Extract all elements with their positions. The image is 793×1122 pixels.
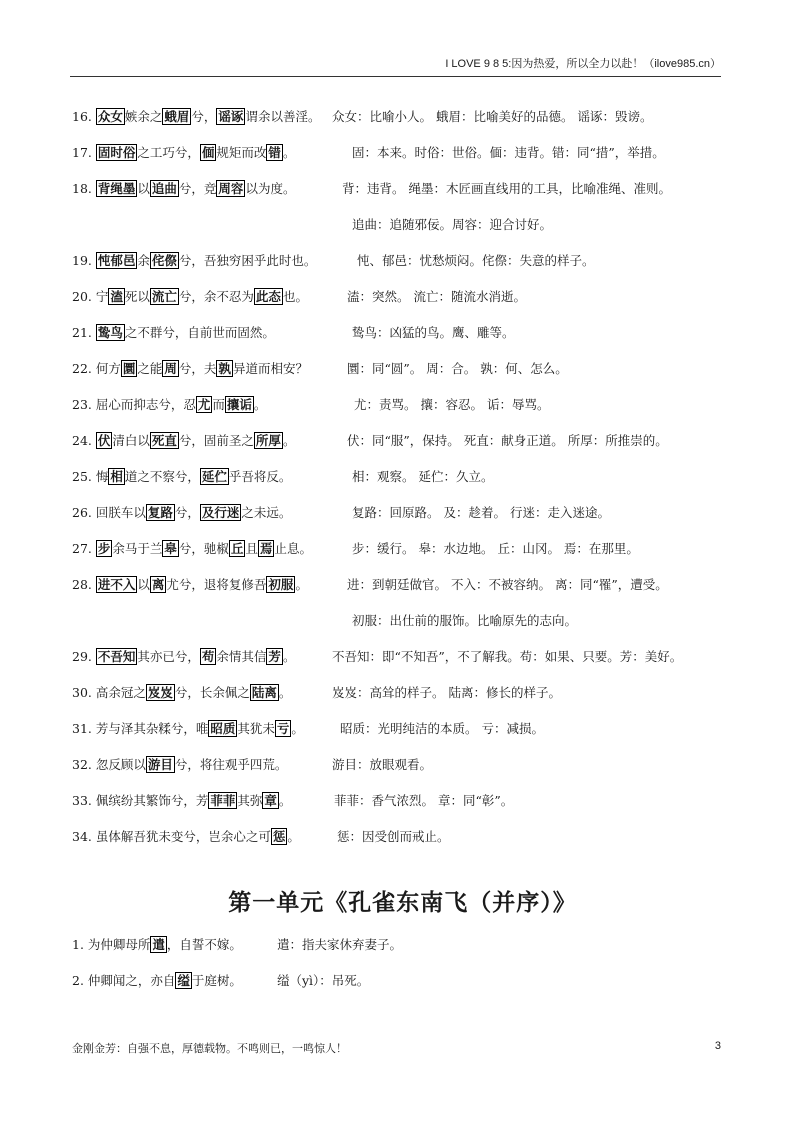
sentence-text: 兮， [174,505,200,520]
original-sentence [72,575,347,593]
highlighted-word: 追曲 [151,181,177,196]
vocab-entry [72,638,733,674]
sentence-text: 余 [137,253,150,268]
sentence-text: 余马于兰 [112,541,163,556]
sentence-text: 兮，驰椒 [178,541,229,556]
annotation: 进：到朝廷做官。 不入：不被容纳。 离：同“罹”，遭受。 [347,577,668,592]
sentence-text: 23. 屈心而抑志兮，忍 [72,397,196,412]
annotation: 不吾知：即“不知吾”，不了解我。苟：如果、只要。芳：美好。 [332,649,683,664]
highlighted-word: 芳 [268,649,281,664]
original-sentence [72,935,277,953]
sentence-text: 兮， [191,109,217,124]
annotation: 背：违背。 绳墨：木匠画直线用的工具，比喻准绳、准则。 [342,181,671,196]
sentence-text: 25. 悔 [72,469,109,484]
vocab-list-kongque [72,926,733,998]
highlighted-word: 复路 [147,505,173,520]
annotation: 忳、郁邑：忧愁烦闷。侘傺：失意的样子。 [357,253,595,268]
sentence-text: 于庭树。 [191,973,242,988]
sentence-text: 28. [72,577,96,592]
sentence-text: 。 [278,685,292,700]
sentence-text: 且 [245,541,258,556]
sentence-text: 其犹未 [237,721,275,736]
sentence-text: 死以 [124,289,150,304]
highlighted-word: 众女 [97,109,123,124]
annotation: 鸷鸟：凶猛的鸟。鹰、雕等。 [352,325,515,340]
highlighted-word: 相 [110,469,123,484]
annotation: 复路：回原路。 及：趁着。 行迷：走入迷途。 [352,505,610,520]
sentence-text: 之未远。 [241,505,292,520]
highlighted-word: 陆离 [251,685,277,700]
vocab-entry [72,98,733,134]
highlighted-word: 蛾眉 [164,109,190,124]
sentence-text: 以 [137,577,150,592]
highlighted-word: 苟 [201,649,215,664]
annotation-continued: 追曲：追随邪佞。周容：迎合讨好。 [352,217,553,232]
vocab-entry [72,746,733,782]
vocab-entry [72,926,733,962]
vocab-entry [72,314,733,350]
main-content [72,98,733,998]
sentence-text: 。 [282,433,296,448]
sentence-text: 之不群兮，自前世而固然。 [124,325,275,340]
sentence-text: 乎吾将反。 [228,469,292,484]
vocab-entry [72,674,733,710]
sentence-text: 31. 芳与泽其杂糅兮，唯 [72,721,209,736]
vocab-entry [72,170,733,206]
annotation: 相：观察。 延伫：久立。 [352,469,494,484]
sentence-text: 谓余以善淫。 [245,109,321,124]
sentence-text: 26. 回朕车以 [72,505,146,520]
highlighted-word: 伏 [97,433,111,448]
section-title: 第一单元《孔雀东南飞（并序）》 [228,889,577,916]
original-sentence [72,503,352,521]
sentence-text: 兮，吾独穷困乎此时也。 [178,253,317,268]
original-sentence [72,791,334,809]
highlighted-word: 周容 [218,181,244,196]
annotation: 圜：同“圆”。 周：合。 孰：何、怎么。 [347,361,568,376]
highlighted-word: 步 [97,541,111,556]
highlighted-word: 死直 [151,433,177,448]
annotation: 众女：比喻小人。 蛾眉：比喻美好的品德。 谣诼：毁谤。 [332,109,653,124]
highlighted-word: 初服 [268,577,294,592]
page-header [70,56,721,77]
sentence-text: 30. 高余冠之 [72,685,146,700]
highlighted-word: 溘 [110,289,123,304]
vocab-entry [72,458,733,494]
highlighted-word: 昭质 [210,721,236,736]
annotation: 溘：突然。 流亡：随流水消逝。 [347,289,526,304]
highlighted-word: 鸷鸟 [97,325,123,340]
vocab-entry [72,530,733,566]
sentence-text: 以 [137,181,150,196]
annotation: 伏：同“服”，保持。 死直：献身正道。 所厚：所推崇的。 [347,433,668,448]
highlighted-word: 不吾知 [97,649,136,664]
sentence-text: 。 [287,829,300,844]
original-sentence [72,683,332,701]
highlighted-word: 亏 [276,721,290,736]
annotation: 惩：因受创而戒止。 [337,829,450,844]
sentence-text: 其弥 [237,793,263,808]
highlighted-word: 圜 [122,361,136,376]
sentence-text: 以为度。 [245,181,296,196]
highlighted-word: 章 [264,793,277,808]
sentence-text: 16. [72,109,96,124]
sentence-text: 之工巧兮， [137,145,200,160]
highlighted-word: 错 [268,145,281,160]
sentence-text: 而 [212,397,225,412]
annotation: 步：缓行。 皋：水边地。 丘：山冈。 焉：在那里。 [352,541,639,556]
annotation: 岌岌：高耸的样子。 陆离：修长的样子。 [332,685,561,700]
sentence-text: 兮，余不忍为 [178,289,254,304]
footer-motto: 金刚金芳：自强不息，厚德载物。不鸣则已，一鸣惊人！ [72,1042,347,1055]
vocab-entry [72,134,733,170]
original-sentence [72,971,277,989]
original-sentence [72,287,347,305]
sentence-text: 余情其信 [216,649,267,664]
sentence-text: 22. 何方 [72,361,121,376]
highlighted-word: 遣 [152,937,165,952]
vocab-entry [72,278,733,314]
vocab-entry [72,350,733,386]
sentence-text: 兮，夫 [178,361,217,376]
vocab-entry [72,242,733,278]
header-text: I LOVE 9 8 5:因为热爱，所以全力以赴！（ilove985.cn） [445,58,721,70]
highlighted-word: 进不入 [97,577,136,592]
vocab-entry [72,818,733,854]
sentence-text: 。 [291,721,304,736]
sentence-text: 异道而相安？ [232,361,308,376]
highlighted-word: 游目 [147,757,173,772]
sentence-text: 之能 [137,361,163,376]
highlighted-word: 周 [164,361,177,376]
highlighted-word: 所厚 [255,433,281,448]
sentence-text: 尤兮，退将复修吾 [166,577,267,592]
original-sentence [72,827,337,845]
original-sentence [72,647,332,665]
sentence-text: 兮，竞 [178,181,217,196]
sentence-text: 。 [253,397,267,412]
highlighted-word: 焉 [259,541,273,556]
sentence-text: 29. [72,649,96,664]
sentence-text: 24. [72,433,96,448]
sentence-text: 道之不察兮， [124,469,200,484]
sentence-text: 其亦已兮， [137,649,200,664]
sentence-text: 27. [72,541,96,556]
page-number: 3 [714,1040,721,1052]
sentence-text: 兮，固前圣之 [178,433,254,448]
highlighted-word: 忳郁邑 [97,253,136,268]
original-sentence [72,107,332,125]
sentence-text: 17. [72,145,96,160]
sentence-text: 32. 忽反顾以 [72,757,146,772]
annotation: 游目：放眼观看。 [332,757,433,772]
original-sentence [72,431,347,449]
highlighted-word: 偭 [201,145,215,160]
sentence-text: 1. 为仲卿母所 [72,937,151,952]
annotation: 遣：指夫家休弃妻子。 [277,937,403,952]
highlighted-word: 尤 [197,397,211,412]
vocab-entry [72,710,733,746]
highlighted-word: 此态 [255,289,281,304]
sentence-text: 规矩而改 [216,145,267,160]
highlighted-word: 侘傺 [151,253,177,268]
original-sentence [72,251,357,269]
original-sentence [72,143,352,161]
annotation: 固：本来。时俗：世俗。偭：违背。错：同“措”，举措。 [352,145,665,160]
highlighted-word: 缢 [177,973,190,988]
highlighted-word: 皋 [164,541,177,556]
sentence-text: 20. 宁 [72,289,109,304]
sentence-text: 清白以 [112,433,150,448]
original-sentence [72,755,332,773]
annotation: 菲菲：香气浓烈。 章：同“彰”。 [334,793,514,808]
original-sentence [72,467,352,485]
vocab-entry [72,386,733,422]
annotation: 昭质：光明纯洁的本质。 亏：减损。 [340,721,544,736]
highlighted-word: 攘诟 [226,397,252,412]
sentence-text: 34. 虽体解吾犹未变兮，岂余心之可 [72,829,271,844]
original-sentence [72,359,347,377]
sentence-text: 。 [282,649,296,664]
vocab-entry [72,494,733,530]
annotation: 尤：责骂。 攘：容忍。 诟：辱骂。 [354,397,550,412]
highlighted-word: 惩 [272,829,286,844]
sentence-text: 33. 佩缤纷其繁饰兮，芳 [72,793,209,808]
sentence-text: 止息。 [274,541,312,556]
original-sentence [72,323,352,341]
highlighted-word: 离 [151,577,165,592]
sentence-text: 兮，将往观乎四荒。 [174,757,288,772]
sentence-text: 2. 仲卿闻之，亦自 [72,973,176,988]
sentence-text: 兮，长余佩之 [174,685,250,700]
highlighted-word: 丘 [230,541,244,556]
vocab-entry [72,566,733,602]
highlighted-word: 菲菲 [210,793,236,808]
sentence-text: ，自誓不嫁。 [166,937,242,952]
original-sentence [72,179,342,197]
sentence-text: 。 [278,793,292,808]
highlighted-word: 固时俗 [97,145,136,160]
original-sentence [72,539,352,557]
highlighted-word: 流亡 [151,289,177,304]
sentence-text: 嫉余之 [124,109,163,124]
vocab-list-lisao [72,98,733,854]
sentence-text: 18. [72,181,96,196]
highlighted-word: 延伫 [201,469,227,484]
sentence-text: 19. [72,253,96,268]
sentence-text: 。 [295,577,308,592]
highlighted-word: 及行迷 [201,505,240,520]
sentence-text: 也。 [282,289,308,304]
annotation-continued: 初服：出仕前的服饰。比喻原先的志向。 [352,613,578,628]
highlighted-word: 谣诼 [218,109,244,124]
vocab-entry [72,422,733,458]
highlighted-word: 岌岌 [147,685,173,700]
sentence-text: 。 [282,145,296,160]
original-sentence [72,395,354,413]
vocab-entry [72,962,733,998]
highlighted-word: 孰 [218,361,231,376]
original-sentence [72,719,340,737]
highlighted-word: 背绳墨 [97,181,136,196]
vocab-entry [72,782,733,818]
sentence-text: 21. [72,325,96,340]
annotation: 缢（yì）：吊死。 [277,973,370,988]
